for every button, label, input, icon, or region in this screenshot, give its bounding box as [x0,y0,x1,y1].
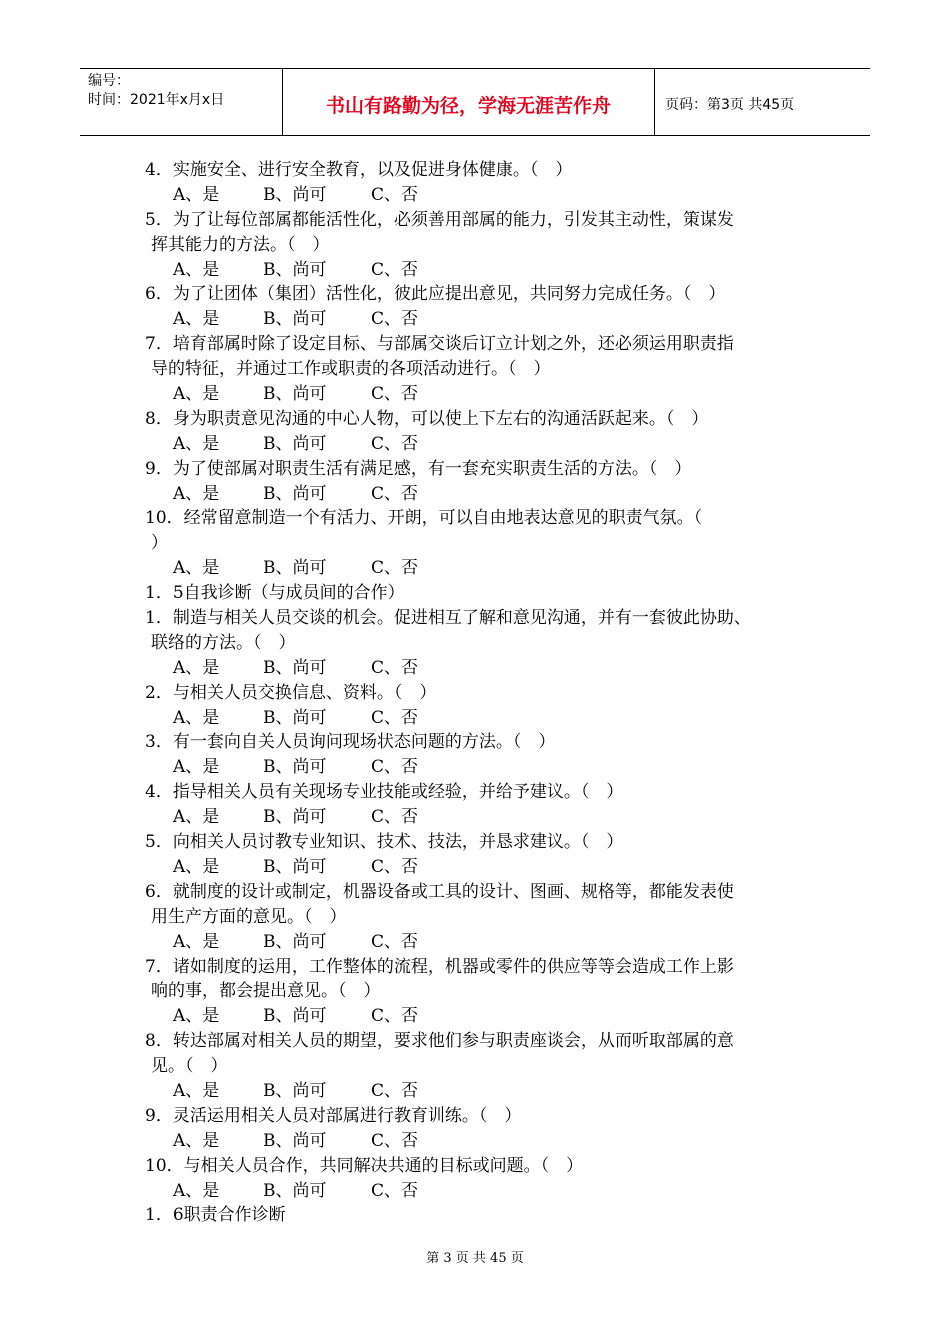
option-a: A、是 [173,433,220,454]
option-c: C、否 [371,384,419,405]
option-a: A、是 [173,856,220,877]
option-a: A、是 [173,1130,220,1151]
question-line: 7．培育部属时除了设定目标、与部属交谈后订立计划之外，还必须运用职责指 [145,334,734,355]
header-motto: 书山有路勤为径，学海无涯苦作舟 [283,69,655,135]
answer-options [145,258,825,283]
question-line: 10．与相关人员合作，共同解决共通的目标或问题。（ ） [145,1155,584,1176]
question-line: 1．5自我诊断（与成员间的合作） [145,583,405,604]
question-line: 9．灵活运用相关人员对部属进行教育训练。（ ） [145,1105,522,1126]
question-line: 8．转达部属对相关人员的期望，要求他们参与职责座谈会，从而听取部属的意 [145,1031,734,1052]
page-footer: 第 3 页 共 45 页 [426,1251,524,1266]
option-b: B、尚可 [263,657,327,678]
option-b: B、尚可 [263,757,327,778]
header-page-label: 页码：第3页 共45页 [665,97,795,113]
answer-options [145,1079,825,1104]
answer-options [145,1004,825,1029]
answer-options [145,1179,825,1204]
option-a: A、是 [173,1006,220,1027]
question-line: 7．诸如制度的运用，工作整体的流程，机器或零件的供应等等会造成工作上影 [145,956,734,977]
answer-options [145,656,825,681]
page-header [80,68,870,136]
option-c: C、否 [371,931,419,952]
option-a: A、是 [173,259,220,280]
option-a: A、是 [173,184,220,205]
question-line: 6．就制度的设计或制定，机器设备或工具的设计、图画、规格等，都能发表使 [145,881,734,902]
option-b: B、尚可 [263,558,327,579]
option-a: A、是 [173,483,220,504]
question-line: 5．为了让每位部属都能活性化，必须善用部属的能力，引发其主动性，策谋发 [145,209,734,230]
question-line: 4．指导相关人员有关现场专业技能或经验，并给予建议。（ ） [145,782,624,803]
document-body [145,158,825,1228]
option-c: C、否 [371,1080,419,1101]
option-b: B、尚可 [263,184,327,205]
option-a: A、是 [173,657,220,678]
option-b: B、尚可 [263,1180,327,1201]
question-line: 8．身为职责意见沟通的中心人物，可以使上下左右的沟通活跃起来。（ ） [145,408,709,429]
answer-options [145,805,825,830]
question-line: 6．为了让团体（集团）活性化，彼此应提出意见，共同努力完成任务。（ ） [145,284,726,305]
answer-options [145,855,825,880]
option-c: C、否 [371,757,419,778]
answer-options [145,1129,825,1154]
option-c: C、否 [371,259,419,280]
option-b: B、尚可 [263,483,327,504]
option-c: C、否 [371,433,419,454]
option-b: B、尚可 [263,384,327,405]
option-b: B、尚可 [263,309,327,330]
question-line: 10．经常留意制造一个有活力、开朗，可以自由地表达意见的职责气氛。（ [145,508,703,529]
option-b: B、尚可 [263,707,327,728]
option-c: C、否 [371,184,419,205]
option-a: A、是 [173,1180,220,1201]
question-line: 9．为了使部属对职责生活有满足感，有一套充实职责生活的方法。（ ） [145,458,692,479]
answer-options [145,307,825,332]
option-c: C、否 [371,1130,419,1151]
option-c: C、否 [371,657,419,678]
question-line: 1．6职责合作诊断 [145,1205,286,1226]
option-c: C、否 [371,558,419,579]
time-label: 时间：2021年x月x日 [88,92,225,108]
answer-options [145,183,825,208]
option-a: A、是 [173,931,220,952]
question-continuation: 联络的方法。（ ） [151,632,296,653]
answer-options [145,482,825,507]
answer-options [145,706,825,731]
option-b: B、尚可 [263,931,327,952]
option-a: A、是 [173,309,220,330]
option-b: B、尚可 [263,1130,327,1151]
option-c: C、否 [371,483,419,504]
option-c: C、否 [371,707,419,728]
option-c: C、否 [371,856,419,877]
question-continuation: ） [151,533,168,554]
question-line: 5．向相关人员讨教专业知识、技术、技法，并恳求建议。（ ） [145,832,624,853]
number-label: 编号： [88,73,130,89]
question-line: 3．有一套向自关人员询问现场状态问题的方法。（ ） [145,732,556,753]
answer-options [145,930,825,955]
option-b: B、尚可 [263,433,327,454]
answer-options [145,755,825,780]
option-a: A、是 [173,384,220,405]
option-a: A、是 [173,1080,220,1101]
option-a: A、是 [173,807,220,828]
answer-options [145,556,825,581]
option-c: C、否 [371,807,419,828]
option-a: A、是 [173,558,220,579]
question-continuation: 见。（ ） [151,1056,228,1077]
option-b: B、尚可 [263,807,327,828]
option-b: B、尚可 [263,856,327,877]
option-b: B、尚可 [263,259,327,280]
option-c: C、否 [371,1006,419,1027]
question-continuation: 挥其能力的方法。（ ） [151,234,330,255]
option-c: C、否 [371,1180,419,1201]
answer-options [145,432,825,457]
question-continuation: 导的特征，并通过工作或职责的各项活动进行。（ ） [151,359,551,380]
question-continuation: 响的事，都会提出意见。（ ） [151,981,381,1002]
option-b: B、尚可 [263,1080,327,1101]
option-b: B、尚可 [263,1006,327,1027]
answer-options [145,382,825,407]
option-c: C、否 [371,309,419,330]
header-info [80,69,283,135]
question-line: 2．与相关人员交换信息、资料。（ ） [145,682,437,703]
question-line: 4．实施安全、进行安全教育，以及促进身体健康。（ ） [145,160,573,180]
option-a: A、是 [173,707,220,728]
question-continuation: 用生产方面的意见。（ ） [151,906,347,927]
option-a: A、是 [173,757,220,778]
question-line: 1．制造与相关人员交谈的机会。促进相互了解和意见沟通，并有一套彼此协助、 [145,608,751,629]
